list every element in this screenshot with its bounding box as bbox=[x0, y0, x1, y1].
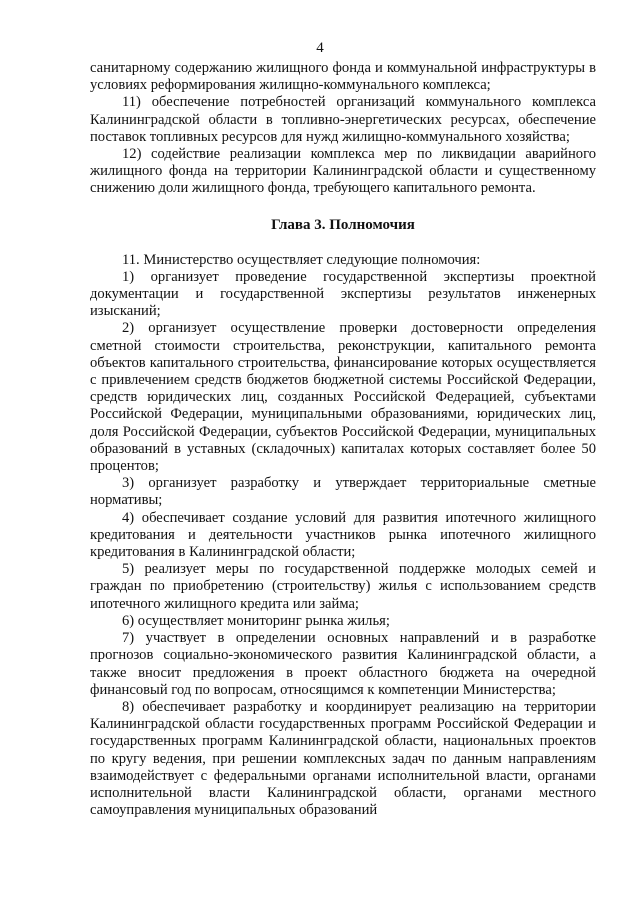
paragraph: 12) содействие реализации комплекса мер по ликвидации аварийного жилищного фонда на территории Калининградской области и существенному снижению доли жилищного фонда, требующего капитального ремонта. bbox=[90, 146, 596, 197]
paragraph: 8) обеспечивает разработку и координирует реализацию на территории Калининградской области государственных программ Российской Федерации и государственных программ Калининградской области, национальных проектов по кругу ведения, при решении комплексных задач по данным направлениям взаимодействует с федеральными органами исполнительной власти, органами исполнительной власти Калининградской области, органами местного самоуправления муниципальных образований bbox=[90, 698, 596, 819]
paragraph: 1) организует проведение государственной экспертизы проектной документации и государственной экспертизы результатов инженерных изысканий; bbox=[90, 268, 596, 320]
document-body bbox=[90, 60, 596, 819]
paragraph: 11. Министерство осуществляет следующие полномочия: bbox=[122, 251, 481, 268]
chapter-heading: Глава 3. Полномочия bbox=[271, 216, 415, 233]
paragraph: 6) осуществляет мониторинг рынка жилья; bbox=[122, 612, 390, 629]
paragraph: 2) организует осуществление проверки достоверности определения сметной стоимости строительства, реконструкции, капитального ремонта объектов капитального строительства, финансирование которых осуществляется с привлечением средств бюджетов бюджетной системы Российской Федерации, средств юридических лиц, созданных Российской Федерацией, субъектами Российской Федерации, муниципальными образованиями, юридических лиц, доля Российской Федерации, субъектов Российской Федерации, муниципальных образований в уставных (складочных) капиталах которых составляет более 50 процентов; bbox=[90, 320, 596, 475]
paragraph: 7) участвует в определении основных направлений и в разработке прогнозов социально-экономического развития Калининградской области, а также вносит предложения в проект областного бюджета на очередной финансовый год по вопросам, относящимся к компетенции Министерства; bbox=[90, 630, 596, 698]
paragraphs-after-heading bbox=[90, 252, 596, 820]
paragraph: 11) обеспечение потребностей организаций коммунального комплекса Калининградской области в топливно-энергетических ресурсах, обеспечение поставок топливных ресурсов для нужд жилищно-коммунального хозяйства; bbox=[90, 94, 596, 145]
paragraph: 4) обеспечивает создание условий для развития ипотечного жилищного кредитования и деятельности участников рынка ипотечного жилищного кредитования в Калининградской области; bbox=[90, 509, 596, 561]
paragraphs-before-heading bbox=[90, 60, 596, 198]
page-number: 4 bbox=[316, 40, 324, 56]
paragraph: 5) реализует меры по государственной поддержке молодых семей и граждан по приобретению (строительству) жилья с использованием средств ипотечного жилищного кредита или займа; bbox=[90, 561, 596, 612]
paragraph: 3) организует разработку и утверждает территориальные сметные нормативы; bbox=[90, 475, 596, 509]
paragraph: санитарному содержанию жилищного фонда и коммунальной инфраструктуры в условиях реформирования жилищно-коммунального комплекса; bbox=[90, 60, 596, 94]
